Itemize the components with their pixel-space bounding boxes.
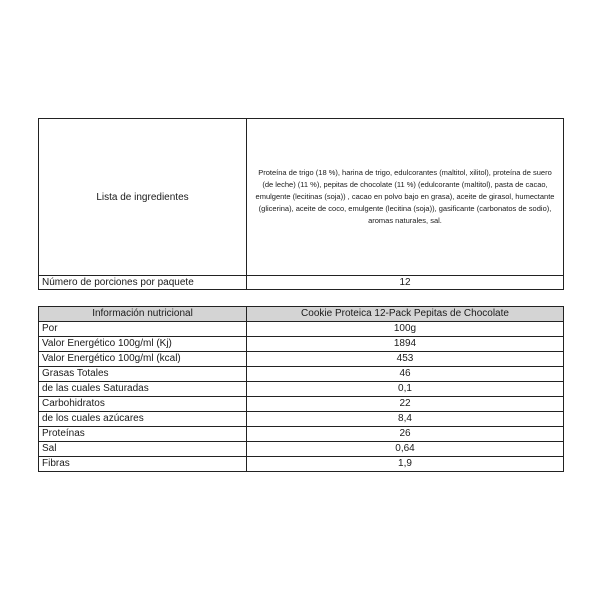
- nutrition-row-value: 0,64: [247, 442, 564, 457]
- nutrition-header-row: [39, 307, 564, 322]
- nutrition-row-label: Proteínas: [39, 427, 247, 442]
- nutrition-row-label: Por: [39, 322, 247, 337]
- nutrition-row-value: 22: [247, 397, 564, 412]
- portions-value: 12: [247, 276, 564, 290]
- portions-label: Número de porciones por paquete: [39, 276, 247, 290]
- nutrition-row: [39, 442, 564, 457]
- nutrition-row-value: 100g: [247, 322, 564, 337]
- nutrition-row-label: Sal: [39, 442, 247, 457]
- nutrition-row-label: de los cuales azúcares: [39, 412, 247, 427]
- nutrition-row-label: Carbohidratos: [39, 397, 247, 412]
- ingredients-table: [38, 118, 564, 290]
- nutrition-row: [39, 367, 564, 382]
- nutrition-row: [39, 382, 564, 397]
- nutrition-row-value: 1894: [247, 337, 564, 352]
- nutrition-row: [39, 412, 564, 427]
- nutrition-row-value: 0,1: [247, 382, 564, 397]
- ingredients-label: Lista de ingredientes: [39, 119, 247, 276]
- nutrition-row: [39, 457, 564, 472]
- portions-row: [39, 276, 564, 290]
- nutrition-row-label: Fibras: [39, 457, 247, 472]
- nutrition-row-value: 8,4: [247, 412, 564, 427]
- nutrition-row-value: 453: [247, 352, 564, 367]
- nutrition-row: [39, 427, 564, 442]
- nutrition-row-value: 26: [247, 427, 564, 442]
- nutrition-row-label: de las cuales Saturadas: [39, 382, 247, 397]
- ingredients-row: [39, 119, 564, 276]
- nutrition-row-value: 46: [247, 367, 564, 382]
- nutrition-row: [39, 352, 564, 367]
- nutrition-row: [39, 397, 564, 412]
- nutrition-row-label: Valor Energético 100g/ml (Kj): [39, 337, 247, 352]
- nutrition-row-value: 1,9: [247, 457, 564, 472]
- nutrition-header-label: Información nutricional: [39, 307, 247, 322]
- nutrition-row: [39, 322, 564, 337]
- nutrition-header-product: Cookie Proteica 12-Pack Pepitas de Chocolate: [247, 307, 564, 322]
- nutrition-row: [39, 337, 564, 352]
- nutrition-row-label: Grasas Totales: [39, 367, 247, 382]
- nutrition-row-label: Valor Energético 100g/ml (kcal): [39, 352, 247, 367]
- ingredients-text: Proteína de trigo (18 %), harina de trigo, edulcorantes (maltitol, xilitol), proteína de suero (de leche) (11 %), pepitas de chocolate (11 %) (edulcorante (maltitol), pasta de cacao, emulgente (lecitinas (soja)) , cacao en polvo bajo en grasa), aceite de girasol, humectante (glicerina), aceite de coco, emulgente (lecitina (soja)), gasificante (carbonatos de sodio), aromas naturales, sal.: [247, 119, 564, 276]
- nutrition-table: [38, 306, 564, 472]
